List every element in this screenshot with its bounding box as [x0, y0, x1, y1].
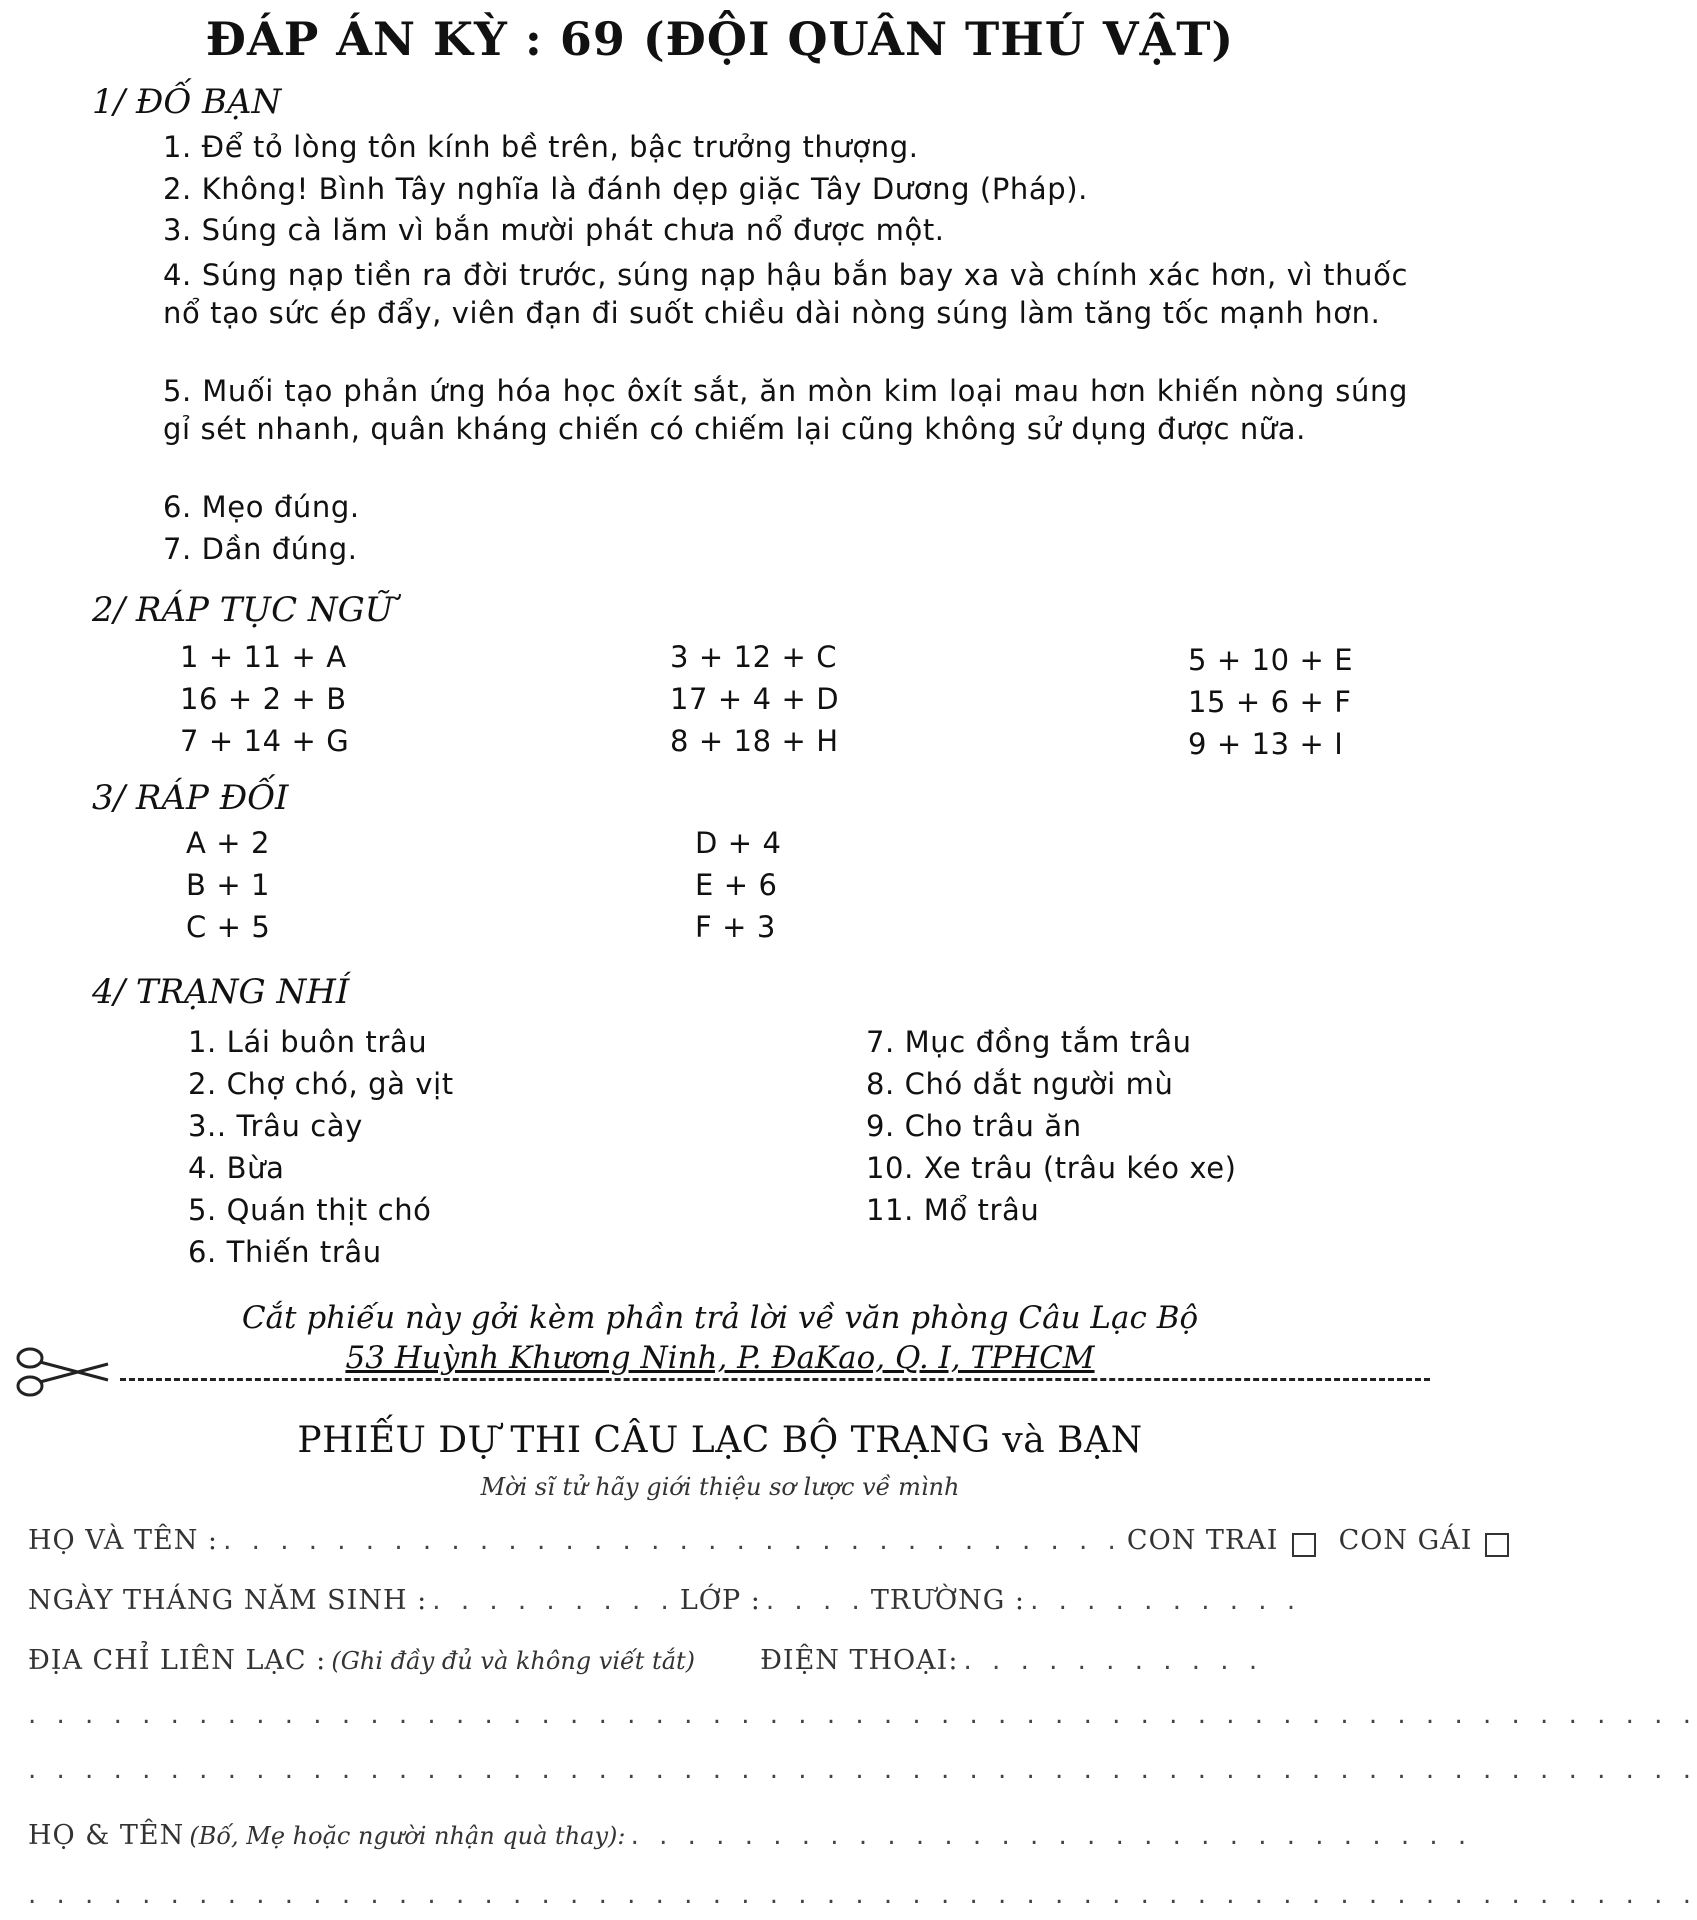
- couplet-answer: E + 6: [695, 868, 778, 902]
- phone-label: ĐIỆN THOẠI:: [760, 1645, 959, 1676]
- boy-checkbox[interactable]: [1292, 1533, 1316, 1557]
- answer-item: 2. Không! Bình Tây nghĩa là đánh dẹp giặc Tây Dương (Pháp).: [163, 172, 1088, 206]
- dob-field[interactable]: . . . . . . . . .: [432, 1586, 675, 1616]
- address-line[interactable]: . . . . . . . . . . . . . . . . . . . . . . . . . . . . . . . . . . . . . . . . . . . . . . . . . . . . . . . . . . .: [28, 1700, 1697, 1730]
- trang-answer: 3.. Trâu cày: [188, 1109, 363, 1143]
- section-3-heading: 3/ RÁP ĐỐI: [92, 778, 289, 818]
- guardian-field[interactable]: . . . . . . . . . . . . . . . . . . . . . . . . . . . . . .: [630, 1821, 1473, 1851]
- trang-answer: 4. Bừa: [188, 1151, 285, 1185]
- name-field[interactable]: . . . . . . . . . . . . . . . . . . . . . . . . . . . . . . . .: [223, 1526, 1122, 1556]
- answer-item: 6. Mẹo đúng.: [163, 490, 360, 524]
- class-field[interactable]: . . . .: [765, 1586, 866, 1616]
- trang-answer: 2. Chợ chó, gà vịt: [188, 1067, 454, 1101]
- answer-item: 5. Muối tạo phản ứng hóa học ôxít sắt, ăn mòn kim loại mau hơn khiến nòng súng gỉ sét nhanh, quân kháng chiến có chiếm lại cũng không sử dụng được nữa.: [163, 374, 1408, 446]
- dob-row: [28, 1585, 1301, 1616]
- guardian-row: [28, 1820, 1472, 1851]
- cut-line: [120, 1378, 1430, 1381]
- page-title: ĐÁP ÁN KỲ : 69 (ĐỘI QUÂN THÚ VẬT): [205, 12, 1235, 66]
- dob-label: NGÀY THÁNG NĂM SINH :: [28, 1585, 428, 1616]
- section-1-heading: 1/ ĐỐ BẠN: [92, 82, 282, 122]
- couplet-answer: D + 4: [695, 826, 782, 860]
- couplet-answer: A + 2: [186, 826, 271, 860]
- guardian-line[interactable]: . . . . . . . . . . . . . . . . . . . . . . . . . . . . . . . . . . . . . . . . . . . . . . . . . . . . . . . . . . .: [28, 1880, 1697, 1910]
- answer-item: 4. Súng nạp tiền ra đời trước, súng nạp hậu bắn bay xa và chính xác hơn, vì thuốc nổ tạo sức ép đẩy, viên đạn đi suốt chiều dài nòng súng làm tăng tốc mạnh hơn.: [163, 258, 1408, 330]
- trang-answer: 5. Quán thịt chó: [188, 1193, 432, 1227]
- couplet-answer: C + 5: [186, 910, 271, 944]
- school-label: TRƯỜNG :: [870, 1585, 1025, 1616]
- proverb-answer: 16 + 2 + B: [180, 682, 347, 716]
- address-note: (Ghi đầy đủ và không viết tắt): [331, 1647, 696, 1675]
- trang-answer: 10. Xe trâu (trâu kéo xe): [866, 1151, 1237, 1185]
- girl-label: CON GÁI: [1338, 1525, 1473, 1556]
- cut-instruction: Cắt phiếu này gởi kèm phần trả lời về văn phòng Câu Lạc Bộ: [241, 1300, 1199, 1336]
- trang-answer: 1. Lái buôn trâu: [188, 1025, 428, 1059]
- guardian-label: HỌ & TÊN: [28, 1820, 185, 1851]
- proverb-answer: 5 + 10 + E: [1188, 643, 1354, 677]
- proverb-answer: 7 + 14 + G: [180, 724, 350, 758]
- trang-answer: 8. Chó dắt người mù: [866, 1067, 1174, 1101]
- girl-checkbox[interactable]: [1485, 1533, 1509, 1557]
- scissors-icon: [12, 1342, 112, 1406]
- proverb-answer: 3 + 12 + C: [670, 640, 838, 674]
- couplet-answer: B + 1: [186, 868, 271, 902]
- phone-field[interactable]: . . . . . . . . . . .: [963, 1646, 1264, 1676]
- boy-label: CON TRAI: [1126, 1525, 1279, 1556]
- name-label: HỌ VÀ TÊN :: [28, 1525, 219, 1556]
- trang-answer: 9. Cho trâu ăn: [866, 1109, 1082, 1143]
- trang-answer: 7. Mục đồng tắm trâu: [866, 1025, 1192, 1059]
- answer-item: 1. Để tỏ lòng tôn kính bề trên, bậc trưởng thượng.: [163, 130, 919, 164]
- school-field[interactable]: . . . . . . . . . .: [1030, 1586, 1302, 1616]
- answer-item: 7. Dần đúng.: [163, 532, 358, 566]
- address-row: [28, 1645, 1263, 1676]
- proverb-answer: 9 + 13 + I: [1188, 727, 1344, 761]
- trang-answer: 6. Thiến trâu: [188, 1235, 382, 1269]
- address-line[interactable]: . . . . . . . . . . . . . . . . . . . . . . . . . . . . . . . . . . . . . . . . . . . . . . . . . . . . . . . . . . .: [28, 1755, 1697, 1785]
- proverb-answer: 1 + 11 + A: [180, 640, 347, 674]
- address-label: ĐỊA CHỈ LIÊN LẠC :: [28, 1645, 327, 1676]
- section-4-heading: 4/ TRẠNG NHÍ: [92, 972, 350, 1012]
- class-label: LỚP :: [679, 1585, 761, 1616]
- couplet-answer: F + 3: [695, 910, 776, 944]
- name-row: [28, 1525, 1509, 1557]
- answer-item: 3. Súng cà lăm vì bắn mười phát chưa nổ được một.: [163, 213, 945, 247]
- proverb-answer: 8 + 18 + H: [670, 724, 839, 758]
- trang-answer: 11. Mổ trâu: [866, 1193, 1040, 1227]
- guardian-note: (Bố, Mẹ hoặc người nhận quà thay):: [189, 1822, 626, 1850]
- form-title: PHIẾU DỰ THI CÂU LẠC BỘ TRẠNG và BẠN: [297, 1420, 1143, 1461]
- proverb-answer: 15 + 6 + F: [1188, 685, 1352, 719]
- section-2-heading: 2/ RÁP TỤC NGỮ: [92, 590, 394, 630]
- proverb-answer: 17 + 4 + D: [670, 682, 840, 716]
- form-subtitle: Mời sĩ tử hãy giới thiệu sơ lược về mình: [480, 1473, 960, 1501]
- club-address: 53 Huỳnh Khương Ninh, P. ĐaKao, Q. I, TPHCM: [345, 1340, 1095, 1376]
